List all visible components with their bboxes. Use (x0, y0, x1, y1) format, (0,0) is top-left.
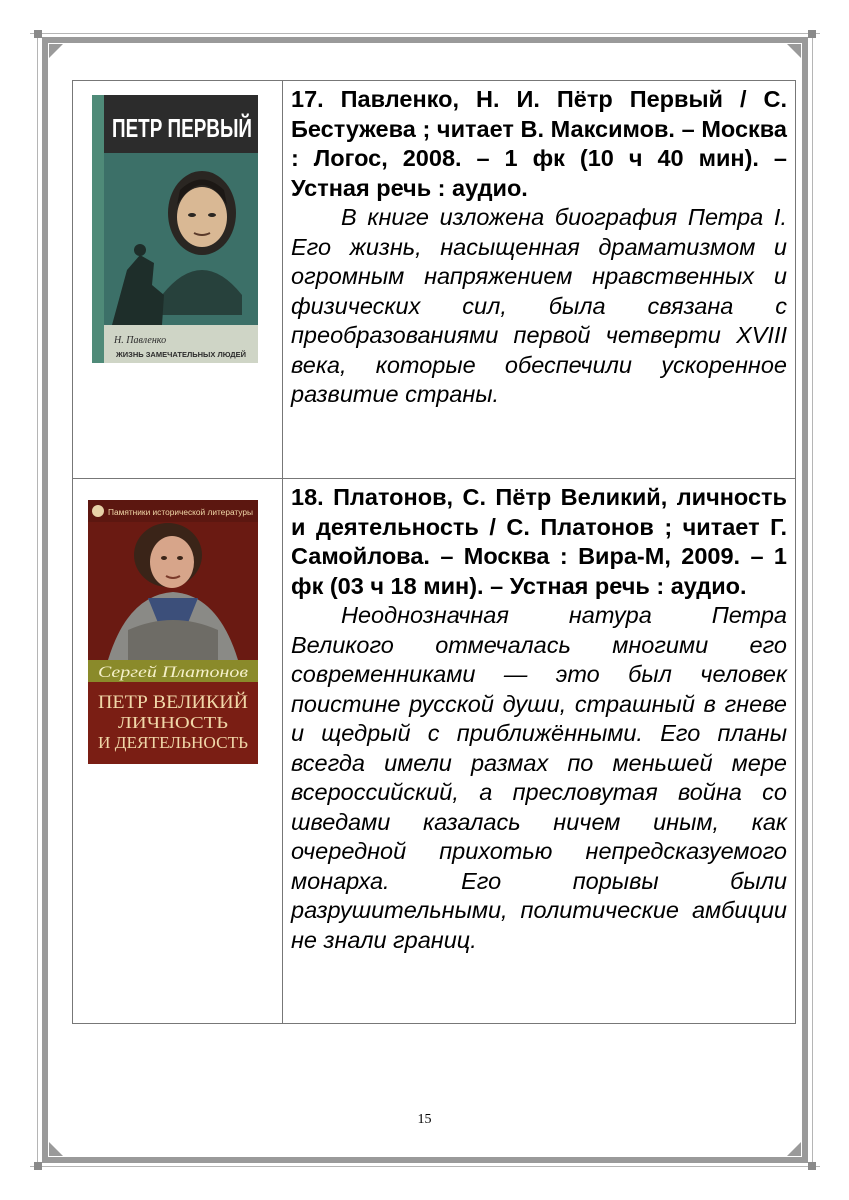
description-cell (283, 479, 796, 1024)
frame-corner-triangle (49, 1142, 63, 1156)
frame-outer-line-right (812, 30, 813, 1170)
frame-corner-square (34, 1162, 42, 1170)
frame-corner-square (34, 30, 42, 38)
cover-cell (73, 479, 283, 1024)
frame-corner-triangle (787, 44, 801, 58)
bibliographic-record: 18. Платонов, С. Пётр Великий, личность и деятельность / С. Платонов ; читает Г. Самойлова. – Москва : Вира-М, 2009. – 1 фк (03 ч 18 мин). – Устная речь : аудио. (291, 484, 787, 599)
cover-author: Н. Павленко (114, 335, 167, 346)
cover-title-line: И ДЕЯТЕЛЬНОСТЬ (98, 733, 249, 752)
cover-series: ЖИЗНЬ ЗАМЕЧАТЕЛЬНЫХ ЛЮДЕЙ (116, 352, 238, 359)
frame-corner-square (808, 1162, 816, 1170)
cover-author: Сергей Платонов (98, 664, 249, 681)
cover-title-line: ПЕТР ВЕЛИКИЙ (98, 692, 249, 713)
cover-title-line: ЛИЧНОСТЬ (118, 713, 229, 732)
frame-corner-square (808, 30, 816, 38)
book-cover-image (92, 95, 258, 363)
catalog-table (72, 80, 796, 1024)
annotation: Неоднозначная натура Петра Великого отмечалась многими его современниками — это был человек поистине русской души, страшный в гневе и щедрый с приближёнными. Его планы всегда имели размах по меньшей мере всероссийский, а пресловутая война со шведами казалась ничем иным, как очередной прихотью непредсказуемого монарха. Его порывы были разрушительными, политические амбиции не знали границ. (291, 602, 787, 953)
cover-series: Памятники исторической литературы (108, 508, 254, 517)
frame-corner-triangle (49, 44, 63, 58)
page-number: 15 (417, 1112, 432, 1127)
book-cover-image (88, 500, 258, 764)
frame-corner-triangle (787, 1142, 801, 1156)
frame-border-top (42, 37, 808, 43)
cover-title: ПЕТР ПЕРВЫЙ (112, 113, 252, 143)
frame-border-left (42, 37, 48, 1163)
bibliographic-record: 17. Павленко, Н. И. Пётр Первый / С. Бестужева ; читает В. Максимов. – Москва : Логос, 2008. – 1 фк (10 ч 40 мин). – Устная речь : аудио. (291, 86, 787, 201)
annotation: В книге изложена биография Петра I. Его жизнь, насыщенная драматизмом и огромным напряжением нравственных и физических сил, была связана с преобразованиями первой четверти XVIII века, которые обеспечили ускоренное развитие страны. (291, 204, 787, 407)
catalog-entry (73, 479, 796, 1024)
catalog-entry (73, 81, 796, 479)
frame-border-bottom (42, 1157, 808, 1163)
cover-cell (73, 81, 283, 479)
frame-border-right (802, 37, 808, 1163)
frame-outer-line-left (37, 30, 38, 1170)
description-cell (283, 81, 796, 479)
frame-outer-line-top (30, 33, 820, 34)
frame-outer-line-bottom (30, 1166, 820, 1167)
